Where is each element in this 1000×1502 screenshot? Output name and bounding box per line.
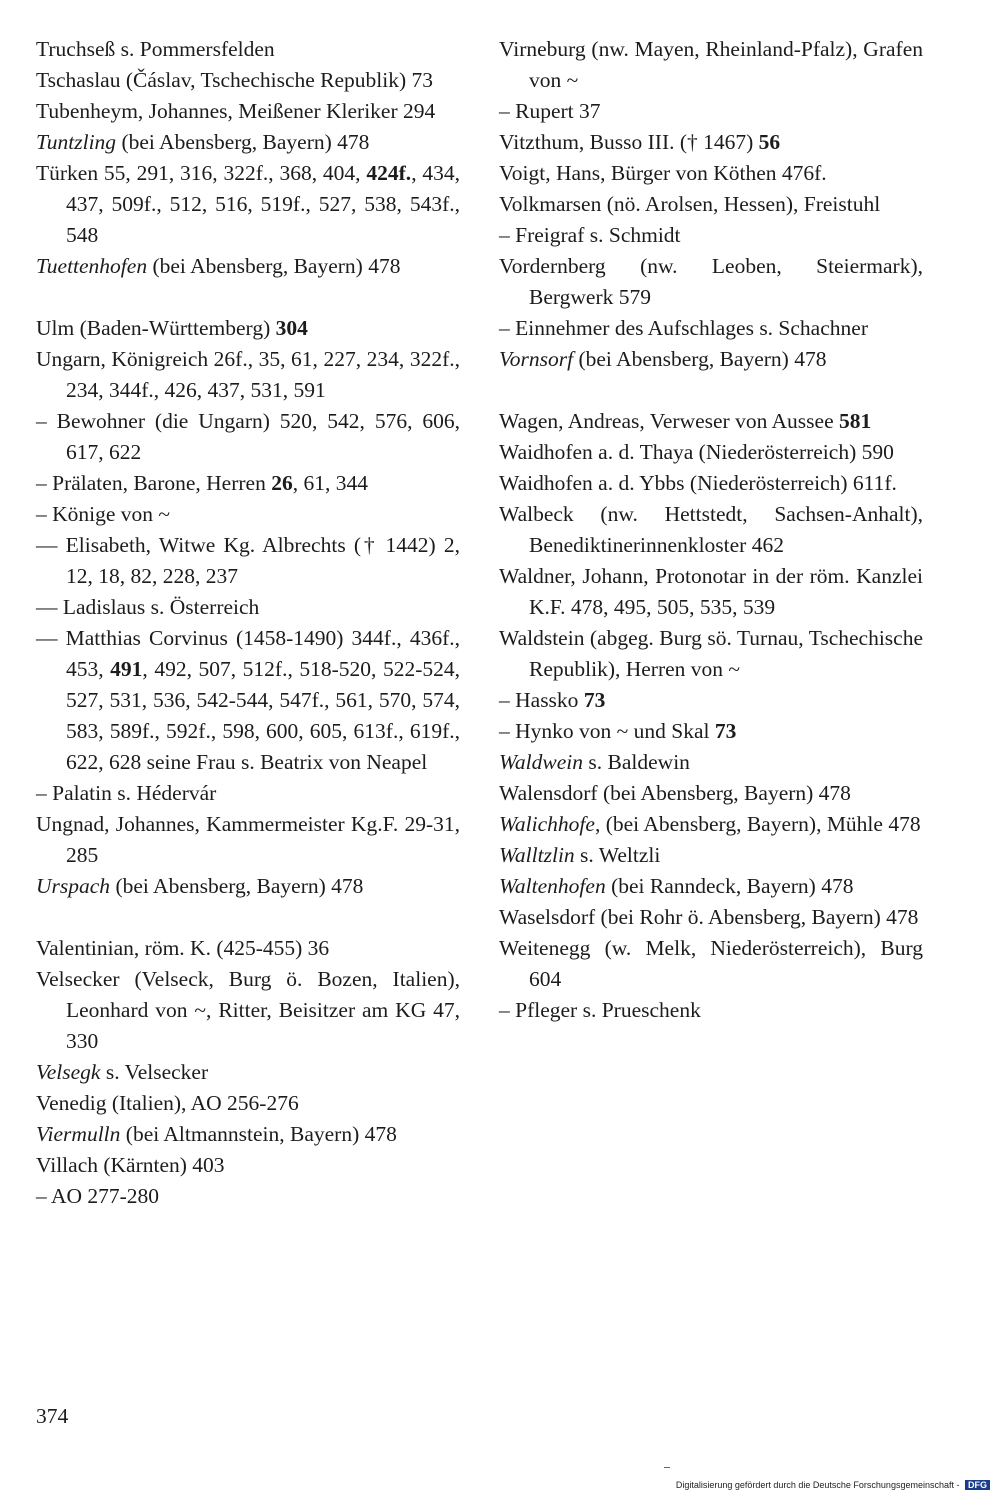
index-subentry: – Prälaten, Barone, Herren 26, 61, 344 bbox=[36, 471, 368, 495]
index-subentry: – Könige von ~ bbox=[36, 502, 171, 526]
index-entry: Waidhofen a. d. Ybbs (Niederösterreich) 611f. bbox=[499, 471, 897, 495]
index-entry: Tschaslau (Čáslav, Tschechische Republik) 73 bbox=[36, 68, 434, 92]
index-subentry: – Hassko 73 bbox=[499, 688, 606, 712]
index-entry: Waldstein (abgeg. Burg sö. Turnau, Tschechische Republik), Herren von ~ bbox=[499, 626, 923, 681]
index-entry: Tubenheym, Johannes, Meißener Kleriker 294 bbox=[36, 99, 436, 123]
index-subentry: – Rupert 37 bbox=[499, 99, 601, 123]
scan-mark bbox=[664, 1467, 670, 1468]
index-subentry: –– Ladislaus s. Österreich bbox=[36, 595, 260, 619]
page-number: 374 bbox=[36, 1404, 69, 1428]
index-entry: Virneburg (nw. Mayen, Rheinland-Pfalz), Grafen von ~ bbox=[499, 37, 923, 92]
index-entry: Weitenegg (w. Melk, Niederösterreich), Burg 604 bbox=[499, 936, 923, 991]
index-entry: Voigt, Hans, Bürger von Köthen 476f. bbox=[499, 161, 827, 185]
index-entry: Vornsorf (bei Abensberg, Bayern) 478 bbox=[499, 347, 827, 371]
index-entry: Walensdorf (bei Abensberg, Bayern) 478 bbox=[499, 781, 851, 805]
index-entry: Waltenhofen (bei Ranndeck, Bayern) 478 bbox=[499, 874, 854, 898]
index-subentry: – Hynko von ~ und Skal 73 bbox=[499, 719, 737, 743]
dfg-logo: DFG bbox=[965, 1480, 990, 1490]
index-entry: Velsegk s. Velsecker bbox=[36, 1060, 209, 1084]
index-entry: Villach (Kärnten) 403 bbox=[36, 1153, 225, 1177]
index-entry: Valentinian, röm. K. (425-455) 36 bbox=[36, 936, 330, 960]
index-entry: Viermulln (bei Altmannstein, Bayern) 478 bbox=[36, 1122, 397, 1146]
index-entry: Ungnad, Johannes, Kammermeister Kg.F. 29-31, 285 bbox=[36, 812, 460, 867]
index-subentry: –– Elisabeth, Witwe Kg. Albrechts († 1442) 2, 12, 18, 82, 228, 237 bbox=[36, 533, 460, 588]
index-entry: Walbeck (nw. Hettstedt, Sachsen-Anhalt), Benediktinerinnenkloster 462 bbox=[499, 502, 923, 557]
index-entry: Vitzthum, Busso III. († 1467) 56 bbox=[499, 130, 781, 154]
index-subentry: – Bewohner (die Ungarn) 520, 542, 576, 606, 617, 622 bbox=[36, 409, 460, 464]
digitization-footer bbox=[676, 1480, 990, 1490]
index-entry: Ungarn, Königreich 26f., 35, 61, 227, 234, 322f., 234, 344f., 426, 437, 531, 591 bbox=[36, 347, 460, 402]
index-subentry: – AO 277-280 bbox=[36, 1184, 160, 1208]
index-entry: Vordernberg (nw. Leoben, Steiermark), Bergwerk 579 bbox=[499, 254, 923, 309]
index-column-right bbox=[499, 34, 923, 1026]
index-subentry: –– Matthias Corvinus (1458-1490) 344f., 436f., 453, 491, 492, 507, 512f., 518-520, 522-524, 527, 531, 536, 542-544, 547f., 561, 570, 574, 583, 589f., 592f., 598, 600, 605, 613f., 619f., 622, 628 seine Frau s. Beatrix von Neapel bbox=[36, 626, 460, 774]
index-entry: Truchseß s. Pommersfelden bbox=[36, 37, 275, 61]
index-entry: Wagen, Andreas, Verweser von Aussee 581 bbox=[499, 409, 872, 433]
index-entry: Waldner, Johann, Protonotar in der röm. Kanzlei K.F. 478, 495, 505, 535, 539 bbox=[499, 564, 923, 619]
footer-text: Digitalisierung gefördert durch die Deutsche Forschungsgemeinschaft - bbox=[675, 1480, 960, 1490]
index-entry: Volkmarsen (nö. Arolsen, Hessen), Freistuhl bbox=[499, 192, 881, 216]
index-entry: Walichhofe, (bei Abensberg, Bayern), Mühle 478 bbox=[499, 812, 921, 836]
index-subentry: – Einnehmer des Aufschlages s. Schachner bbox=[499, 316, 868, 340]
index-entry: Türken 55, 291, 316, 322f., 368, 404, 424f., 434, 437, 509f., 512, 516, 519f., 527, 538, 543f., 548 bbox=[36, 161, 461, 247]
index-entry: Urspach (bei Abensberg, Bayern) 478 bbox=[36, 874, 364, 898]
index-subentry: – Palatin s. Hédervár bbox=[36, 781, 217, 805]
index-subentry: – Freigraf s. Schmidt bbox=[499, 223, 681, 247]
index-entry: Ulm (Baden-Württemberg) 304 bbox=[36, 316, 308, 340]
index-entry: Tuettenhofen (bei Abensberg, Bayern) 478 bbox=[36, 254, 401, 278]
index-entry: Tuntzling (bei Abensberg, Bayern) 478 bbox=[36, 130, 370, 154]
index-entry: Walltzlin s. Weltzli bbox=[499, 843, 661, 867]
index-entry: Waidhofen a. d. Thaya (Niederösterreich) 590 bbox=[499, 440, 894, 464]
index-column-left bbox=[36, 34, 460, 1212]
index-subentry: – Pfleger s. Prueschenk bbox=[499, 998, 701, 1022]
index-entry: Waselsdorf (bei Rohr ö. Abensberg, Bayern) 478 bbox=[499, 905, 919, 929]
index-entry: Waldwein s. Baldewin bbox=[499, 750, 690, 774]
index-entry: Venedig (Italien), AO 256-276 bbox=[36, 1091, 299, 1115]
index-entry: Velsecker (Velseck, Burg ö. Bozen, Italien), Leonhard von ~, Ritter, Beisitzer am KG 47, 330 bbox=[36, 967, 460, 1053]
